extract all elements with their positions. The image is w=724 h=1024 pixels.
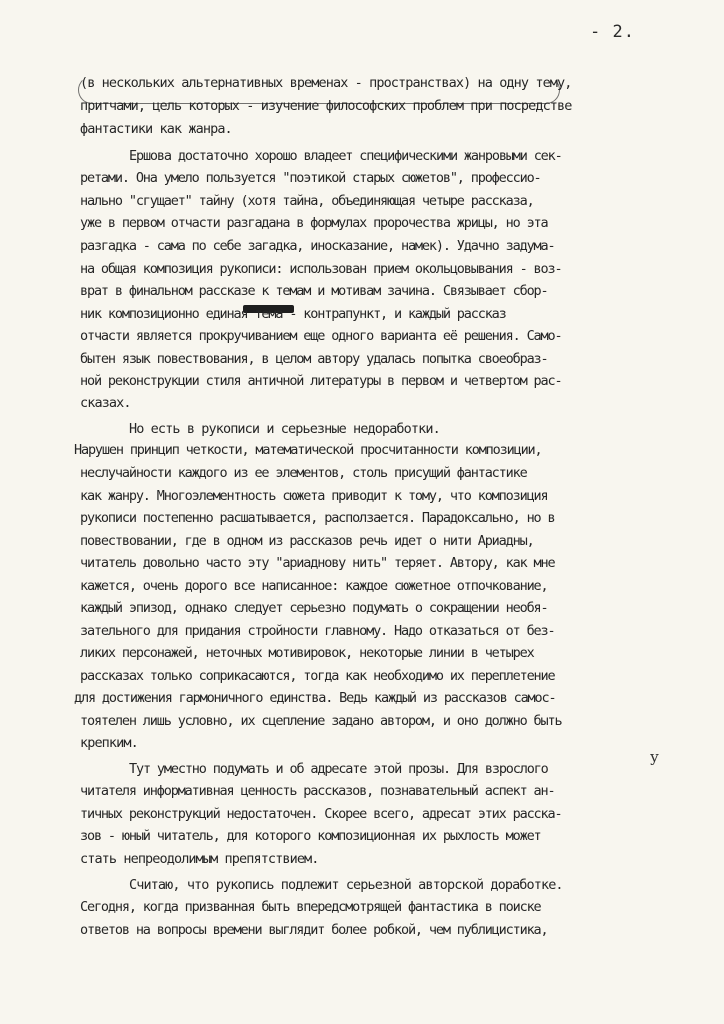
text-line: каждый эпизод, однако следует серьезно подумать о сокращении необя- — [80, 600, 548, 616]
text-line: Но есть в рукописи и серьезные недоработки. — [129, 421, 440, 437]
text-line: ретами. Она умело пользуется "поэтикой старых сюжетов", профессио- — [80, 170, 541, 186]
text-line: сказах. — [80, 395, 131, 411]
text-line: тоятелен лишь условно, их сцепление задано автором, и оно должно быть — [80, 713, 562, 729]
text-line: отчасти является прокручиванием еще одного варианта её решения. Само- — [80, 328, 562, 344]
page-number: - 2. — [590, 22, 635, 42]
text-line: читателя информативная ценность рассказов, познавательный аспект ан- — [80, 783, 555, 799]
text-line: стать непреодолимым препятствием. — [80, 851, 319, 867]
text-line: нально "сгущает" тайну (хотя тайна, объединяющая четыре рассказа, — [80, 193, 534, 209]
text-line: притчами, цель которых - изучение философских проблем при посредстве — [80, 98, 572, 114]
text-line: ликих персонажей, неточных мотивировок, некоторые линии в четырех — [80, 645, 534, 661]
text-line: на общая композиция рукописи: использован прием окольцовывания - воз- — [80, 261, 562, 277]
text-line: неслучайности каждого из ее элементов, столь присущий фантастике — [80, 465, 527, 481]
text-line: Ершова достаточно хорошо владеет специфическими жанровыми сек- — [129, 148, 562, 164]
text-line: рукописи постепенно расшатывается, расползается. Парадоксально, но в — [80, 510, 555, 526]
text-line: как жанру. Многоэлементность сюжета приводит к тому, что композиция — [80, 488, 548, 504]
text-line: фантастики как жанра. — [80, 121, 232, 137]
text-line: ник композиционно единая тема - контрапункт, и каждый рассказ — [80, 306, 506, 322]
text-line: ной реконструкции стиля античной литературы в первом и четвертом рас- — [80, 373, 562, 389]
text-line: уже в первом отчасти разгадана в формулах пророчества жрицы, но эта — [80, 215, 548, 231]
text-line: Нарушен принцип четкости, математической просчитанности композиции, — [74, 442, 542, 458]
text-line: тичных реконструкций недостаточен. Скорее всего, адресат этих расска- — [80, 806, 562, 822]
text-line: разгадка - сама по себе загадка, иносказание, намек). Удачно задума- — [80, 238, 555, 254]
text-line: зов - юный читатель, для которого композиционная их рыхлость может — [80, 828, 541, 844]
text-line: (в нескольких альтернативных временах - пространствах) на одну тему, — [80, 75, 572, 91]
text-line: для достижения гармоничного единства. Ведь каждый из рассказов самос- — [74, 690, 556, 706]
text-line: кажется, очень дорого все написанное: каждое сюжетное отпочкование, — [80, 578, 548, 594]
text-line: Считаю, что рукопись подлежит серьезной авторской доработке. — [129, 877, 563, 893]
text-line: повествовании, где в одном из рассказов речь идет о нити Ариадны, — [80, 533, 534, 549]
text-line: бытен язык повествования, в целом автору удалась попытка своеобраз- — [80, 351, 548, 367]
text-line: читатель довольно часто эту "ариаднову нить" теряет. Автору, как мне — [80, 555, 555, 571]
text-line: зательного для придания стройности главному. Надо отказаться от без- — [80, 623, 555, 639]
text-line: рассказах только соприкасаются, тогда как необходимо их переплетение — [80, 668, 555, 684]
text-line: ответов на вопросы времени выглядит более робкой, чем публицистика, — [80, 922, 548, 938]
text-line: Сегодня, когда призванная быть впередсмотрящей фантастика в поиске — [80, 899, 541, 915]
text-line: крепким. — [80, 735, 138, 751]
text-line: врат в финальном рассказе к темам и мотивам зачина. Связывает сбор- — [80, 283, 548, 299]
handwritten-insert: у — [650, 748, 659, 766]
text-line: Тут уместно подумать и об адресате этой прозы. Для взрослого — [129, 761, 548, 777]
